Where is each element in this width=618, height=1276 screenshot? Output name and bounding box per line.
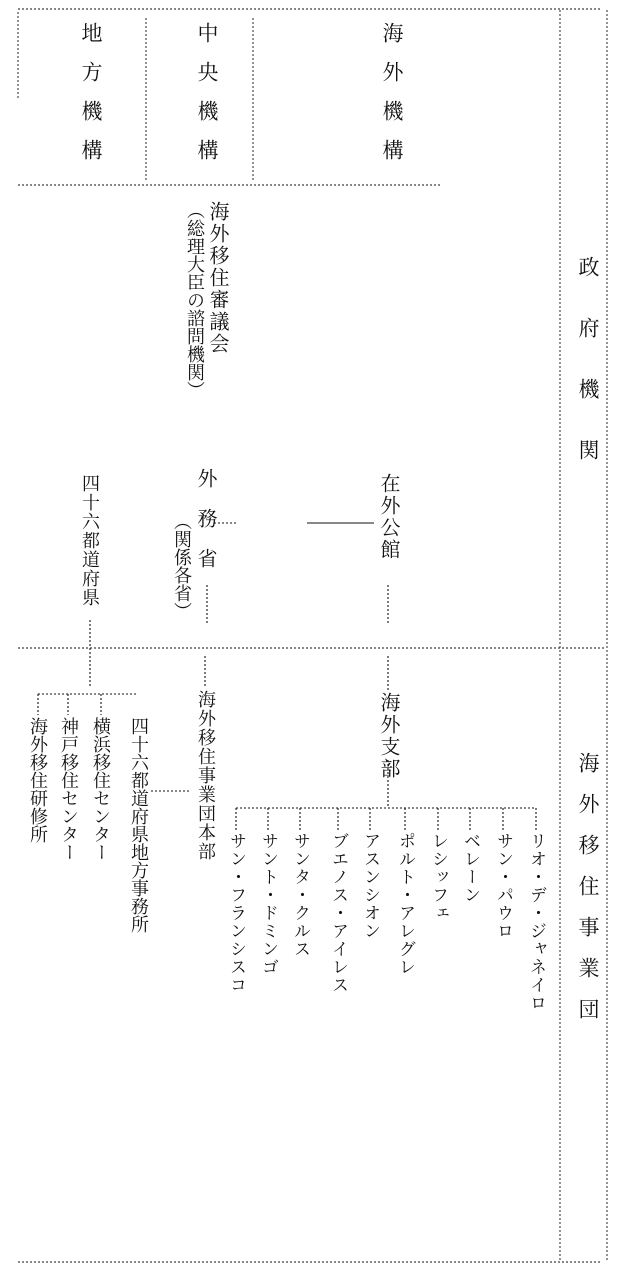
prefectural-local-offices: 四十六都道府県地方事務所 [128, 717, 149, 933]
header-local: 地方機構 [79, 22, 103, 178]
branch-sao-paulo: サン・パウロ [493, 832, 513, 940]
branch-buenos-aires: ブエノス・アイレス [328, 832, 348, 994]
emigration-training-institute: 海外移住研修所 [27, 717, 48, 843]
branch-porto-alegre: ポルト・アレグレ [395, 832, 415, 976]
branch-rio-de-janeiro: リオ・デ・ジャネイロ [526, 832, 546, 1012]
overseas-emigration-council: 海外移住審議会 [206, 201, 230, 355]
header-central: 中央機構 [195, 22, 219, 178]
branch-recife: レシッフェ [428, 832, 448, 922]
forty-six-prefectures: 四十六都道府県 [79, 474, 100, 607]
kobe-emigration-center: 神戸移住センター [58, 717, 79, 861]
branch-belem: ベレーン [460, 832, 480, 904]
branch-san-francisco: サン・フランシスコ [226, 832, 246, 994]
side-label-corporation: 海外移住事業団 [576, 752, 600, 1039]
ministry-of-foreign-affairs: 外務省 [194, 468, 218, 588]
branch-santo-domingo: サント・ドミンゴ [258, 832, 278, 976]
yokohama-emigration-center: 横浜移住センター [90, 717, 111, 861]
diplomatic-missions: 在外公館 [377, 473, 401, 561]
side-label-government: 政府機関 [576, 256, 600, 500]
council-note: （総理大臣の諮問機関） [184, 201, 205, 399]
ministry-note: （関係各省） [171, 512, 192, 620]
branch-asuncion: アスンシオン [360, 832, 380, 940]
overseas-branches: 海外支部 [377, 692, 401, 780]
branch-santa-cruz: サンタ・クルス [290, 832, 310, 958]
header-overseas: 海外機構 [380, 22, 404, 178]
corporation-headquarters: 海外移住事業団本部 [195, 690, 216, 861]
